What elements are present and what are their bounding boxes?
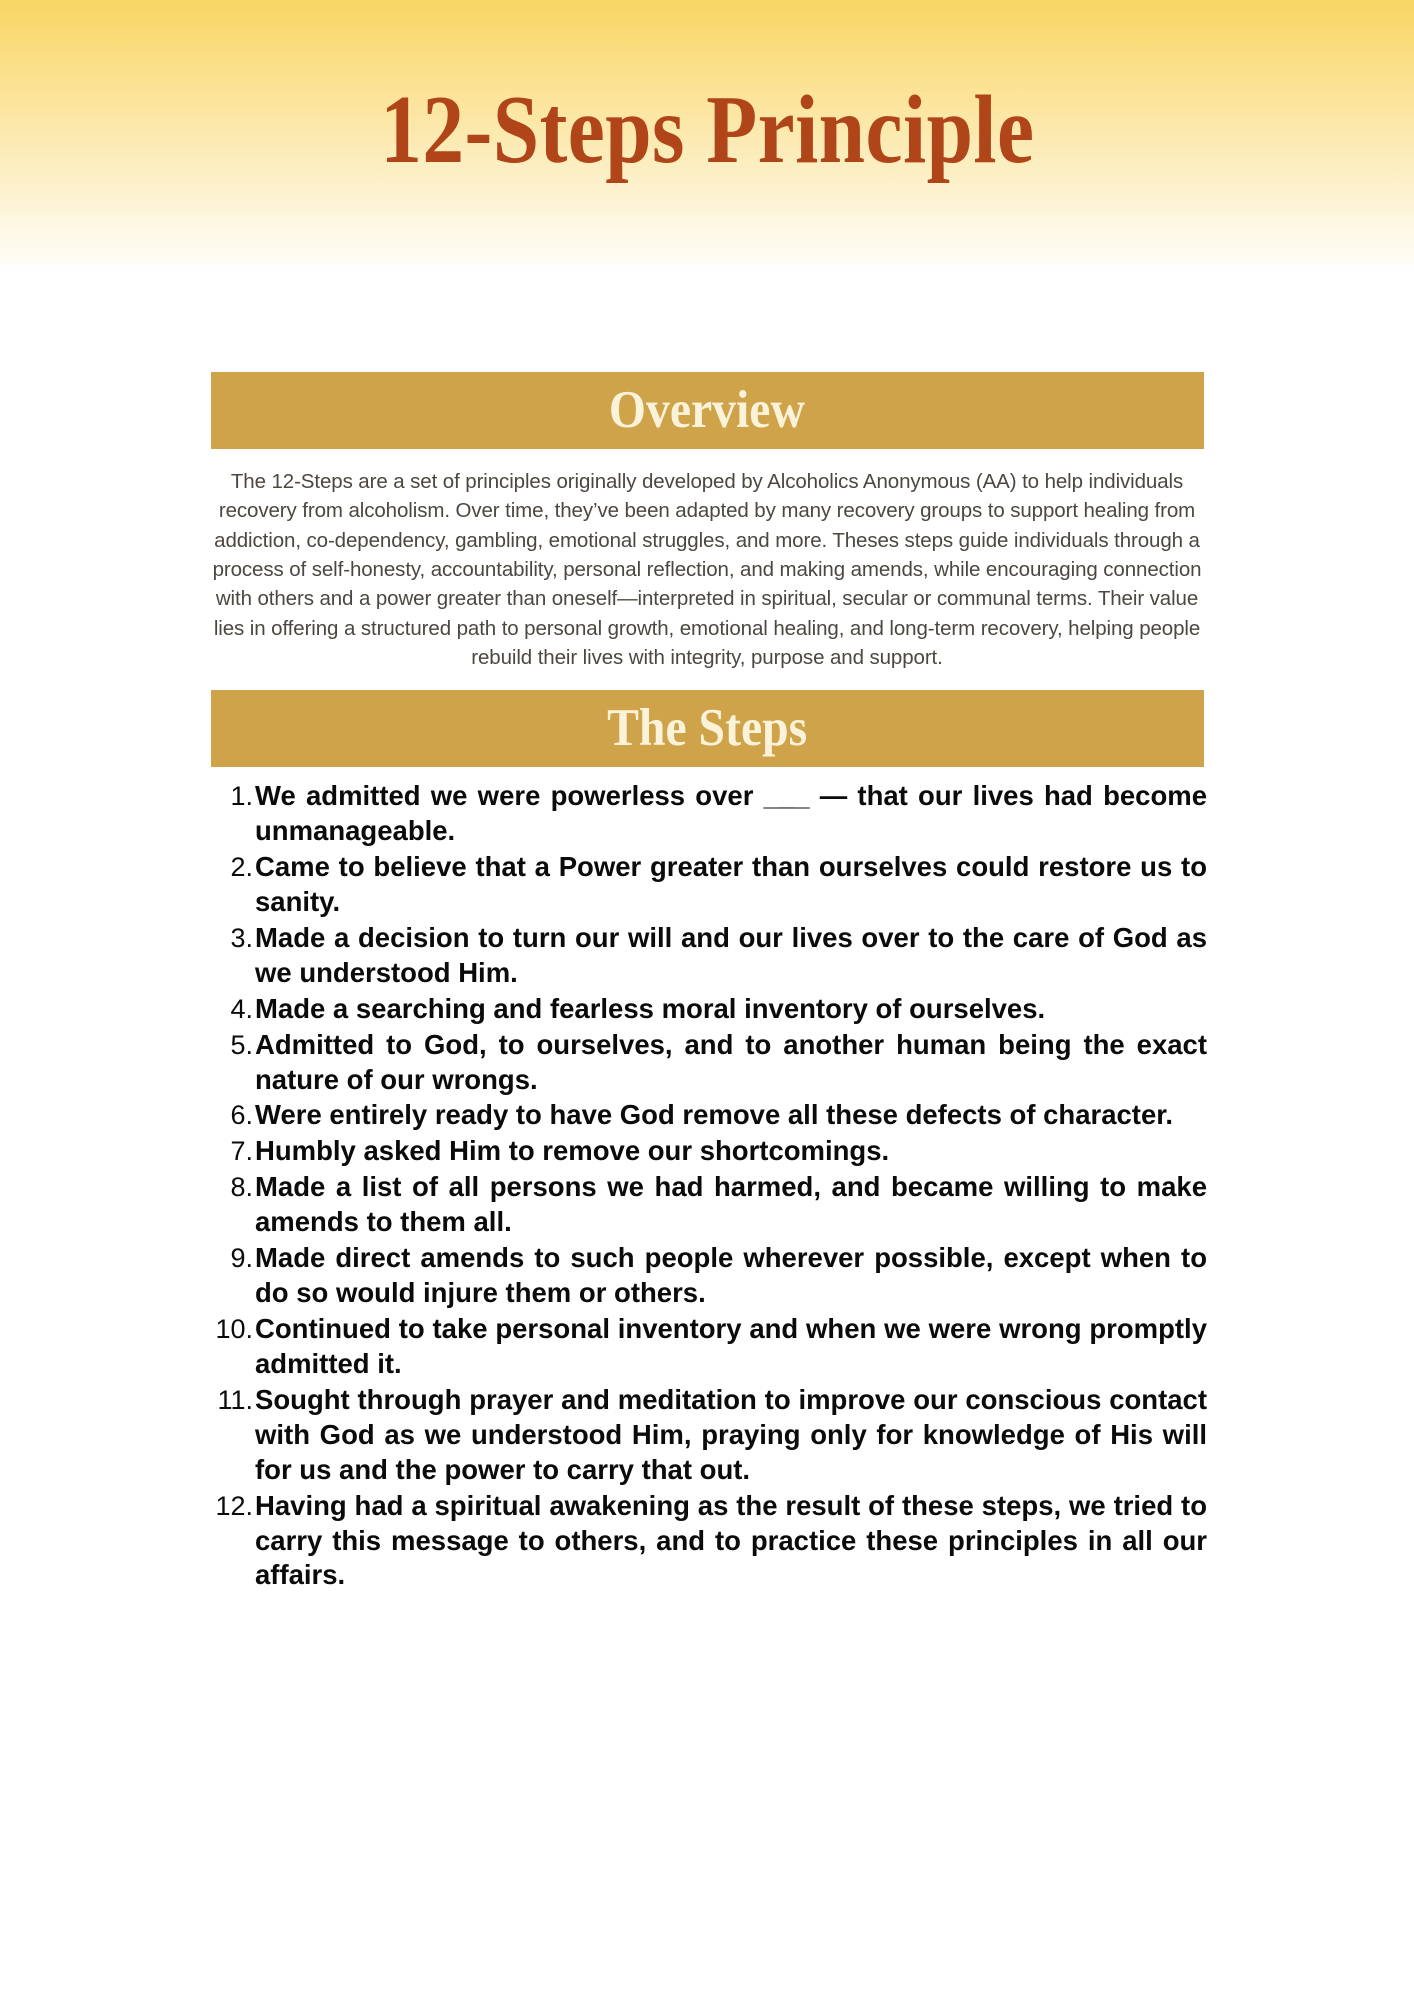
step-item-text: Having had a spiritual awakening as the result of these steps, we tried to carry this message to others, and to practice these principles in all our affairs. [255,1489,1207,1591]
step-item-text: Made a searching and fearless moral inventory of ourselves. [255,992,1046,1024]
step-item [255,1489,1207,1594]
steps-list-container [207,779,1207,1593]
step-item-text: Sought through prayer and meditation to improve our conscious contact with God as we understood Him, praying only for knowledge of His will for us and the power to carry that out. [255,1383,1207,1485]
page-header-banner [0,0,1414,265]
step-item [255,921,1207,991]
step-item-text: Were entirely ready to have God remove all these defects of character. [255,1099,1174,1131]
step-item [255,1383,1207,1488]
section-header-overview [211,372,1204,449]
step-item-text: Humbly asked Him to remove our shortcomings. [255,1135,890,1167]
step-item-text: We admitted we were powerless over ___ — that our lives had become unmanageable. [255,780,1207,847]
step-item [255,1241,1207,1311]
step-item [255,1312,1207,1382]
step-item-text: Came to believe that a Power greater than ourselves could restore us to sanity. [255,851,1207,917]
step-item-text: Continued to take personal inventory and when we were wrong promptly admitted it. [255,1313,1207,1379]
step-item [255,850,1207,920]
step-item-text: Admitted to God, to ourselves, and to another human being the exact nature of our wrongs. [255,1028,1207,1095]
page-title: 12-Steps Principle [379,76,1035,183]
section-header-the-steps [211,690,1204,767]
step-item [255,1028,1207,1098]
step-item [255,992,1207,1027]
document-body [0,372,1414,1714]
step-item [255,1134,1207,1169]
step-item-text: Made a list of all persons we had harmed, and became willing to make amends to them all. [255,1171,1207,1238]
step-item [255,1170,1207,1240]
step-item [255,779,1207,849]
overview-paragraph: The 12-Steps are a set of principles originally developed by Alcoholics Anonymous (AA) to help individuals recovery from alcoholism. Over time, they’ve been adapted by many recovery groups to support healing from addiction, co-dependency, gambling, emotional struggles, and more. Theses steps guide individuals through a process of self-honesty, accountability, personal reflection, and making amends, while encouraging connection with others and a power greater than oneself—interpreted in spiritual, secular or communal terms. Their value lies in offering a structured path to personal growth, emotional healing, and long-term recovery, helping people rebuild their lives with integrity, purpose and support. [212,470,1202,669]
steps-ordered-list [207,779,1207,1593]
bottom-spacer [0,1594,1414,1714]
overview-heading: Overview [608,381,806,439]
the-steps-heading: The Steps [606,699,808,758]
step-item-text: Made a decision to turn our will and our lives over to the care of God as we understood Him. [255,921,1207,988]
step-item-text: Made direct amends to such people wherever possible, except when to do so would injure them or others. [255,1242,1207,1309]
step-item [255,1098,1207,1133]
